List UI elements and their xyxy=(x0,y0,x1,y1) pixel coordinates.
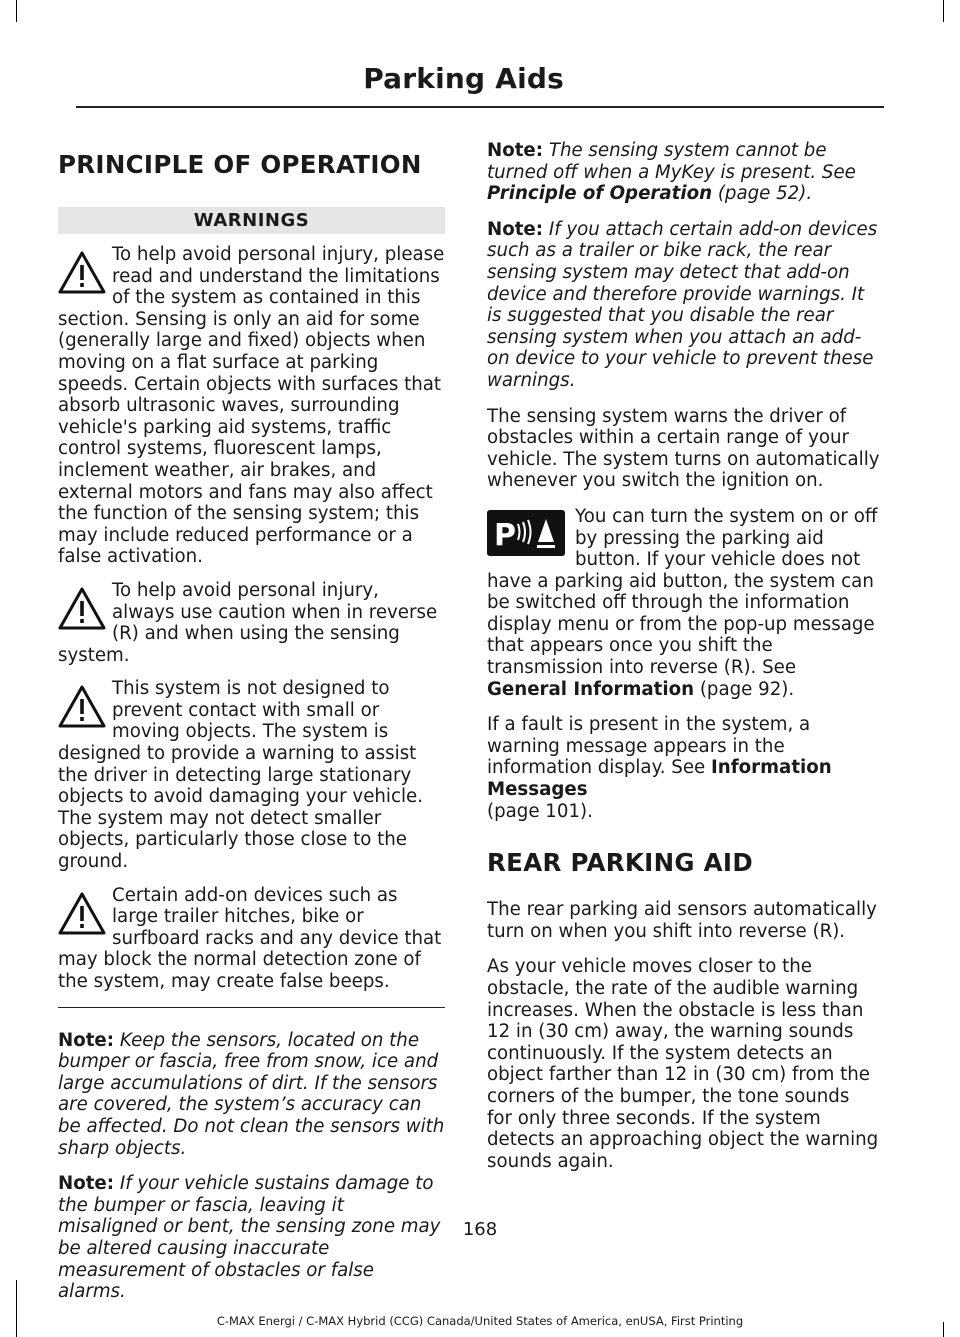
right-column xyxy=(487,140,880,1186)
body-paragraph: The rear parking aid sensors automatically turn on when you shift into reverse (R). xyxy=(487,899,877,942)
warning-item: This system is not designed to prevent contact with small or moving objects. The system is designed to provide a warning to assist the driver in detecting large stationary objects to avoid damaging your vehicle. The system may not detect smaller objects, particularly those close to the ground. xyxy=(58,678,423,873)
warning-triangle-icon xyxy=(56,889,108,939)
crop-mark xyxy=(16,1280,17,1337)
body-paragraph: If a fault is present in the system, a warning message appears in the information display. See Information Messages (page 101). xyxy=(487,714,832,822)
svg-text:P: P xyxy=(494,517,516,553)
warnings-title: WARNINGS xyxy=(58,207,445,234)
warnings-divider xyxy=(58,1007,445,1008)
header-divider xyxy=(76,106,884,108)
cross-reference-link[interactable]: Principle of Operation xyxy=(487,183,713,205)
cross-reference-link[interactable]: Information Messages xyxy=(487,757,832,801)
note-paragraph: Note: The sensing system cannot be turned off when a MyKey is present. See Principle of Operation (page 52). xyxy=(487,140,856,205)
page-number: 168 xyxy=(462,1219,498,1240)
section-heading: REAR PARKING AID xyxy=(487,848,753,878)
parking-aid-button-icon xyxy=(487,510,565,556)
crop-mark xyxy=(16,0,17,22)
cross-reference-link[interactable]: General Information xyxy=(487,678,695,700)
page-header-title: Parking Aids xyxy=(363,62,564,95)
warning-triangle-icon xyxy=(56,682,108,732)
warning-item: To help avoid personal injury, please read and understand the limitations of the system as contained in this section. Sensing is only an aid for some (generally large and fixed) objects when moving on a flat surface at parking speeds. Certain objects with surfaces that absorb ultrasonic waves, surrounding vehicle's parking aid systems, traffic control systems, fluorescent lamps, inclement weather, air brakes, and external motors and fans may also affect the function of the sensing system; this may include reduced performance or a false activation. xyxy=(58,244,445,568)
warning-item: Certain add-on devices such as large trailer hitches, bike or surfboard racks and any device that may block the normal detection zone of the system, may create false beeps. xyxy=(58,884,442,992)
note-paragraph: Note: Keep the sensors, located on the bumper or fascia, free from snow, ice and large accumulations of dirt. If the sensors are covered, the system’s accuracy can be affected. Do not clean the sensors with sharp objects. xyxy=(58,1029,445,1159)
body-paragraph: P You can turn the system on or off by pressing the parking aid button. If your vehicle does not have a parking aid button, the system can be switched off through the information display menu or from the pop-up message that appears once you shift the transmission into reverse (R). See General Information (page 92). xyxy=(487,505,878,700)
warning-triangle-icon xyxy=(56,584,108,634)
note-paragraph: Note: If your vehicle sustains damage to the bumper or fascia, leaving it misaligned or bent, the sensing zone may be altered causing inaccurate measurement of obstacles or false alarms. xyxy=(58,1173,441,1303)
body-paragraph: The sensing system warns the driver of obstacles within a certain range of your vehicle. The system turns on automatically whenever you switch the ignition on. xyxy=(487,405,880,492)
left-column xyxy=(58,140,445,1317)
crop-mark xyxy=(943,0,944,22)
note-paragraph: Note: If you attach certain add-on devices such as a trailer or bike rack, the rear sensing system may detect that add-on device and therefore provide warnings. It is suggested that you disable the rear sensing system when you attach an add-on device to your vehicle to prevent these warnings. xyxy=(487,218,878,391)
warning-triangle-icon xyxy=(56,248,108,298)
warning-item: To help avoid personal injury, always use caution when in reverse (R) and when using the sensing system. xyxy=(58,579,438,666)
body-paragraph: As your vehicle moves closer to the obstacle, the rate of the audible warning increases. When the obstacle is less than 12 in (30 cm) away, the warning sounds continuously. If the system detects an object farther than 12 in (30 cm) from the corners of the bumper, the tone sounds for only three seconds. If the system detects an approaching object the warning sounds again. xyxy=(487,956,879,1172)
page-footer: C-MAX Energi / C-MAX Hybrid (CCG) Canada/United States of America, enUSA, First Printing xyxy=(216,1314,744,1328)
section-heading: PRINCIPLE OF OPERATION xyxy=(58,150,422,179)
